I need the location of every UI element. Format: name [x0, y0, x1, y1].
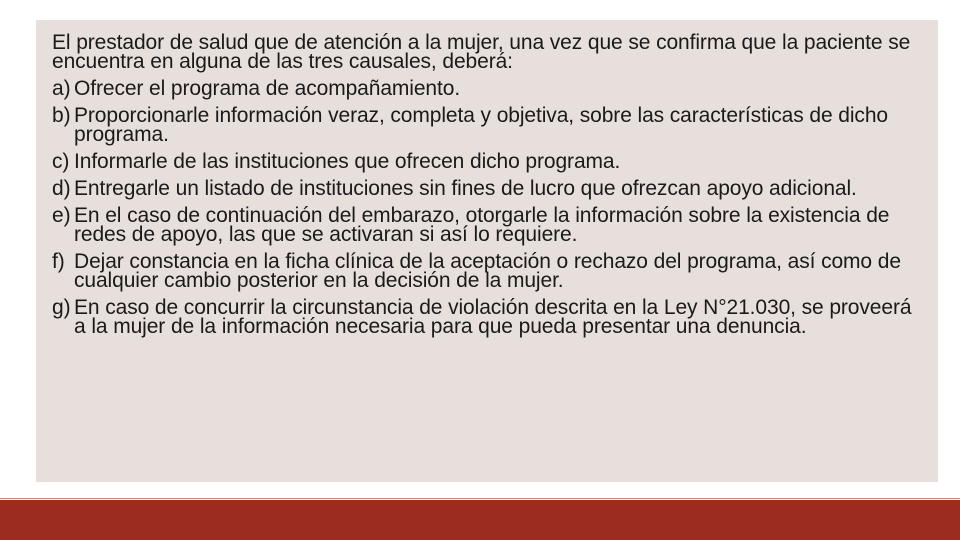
list-item-text: En caso de concurrir la circunstancia de violación descrita en la Ley N°21.030, se proveerá a la mujer de la información necesaria para que pueda presentar una denuncia.: [74, 296, 912, 338]
list-marker: a): [52, 77, 71, 100]
list-marker: e): [52, 204, 71, 227]
list-item-c: [52, 152, 918, 171]
list-item-text: Dejar constancia en la ficha clínica de la aceptación o rechazo del programa, así como de cualquier cambio posterior en la decisión de la mujer.: [74, 250, 901, 292]
list-item-e: [52, 206, 918, 244]
list-item-a: [52, 79, 918, 98]
list-item-b: [52, 106, 918, 144]
list-item-f: [52, 252, 918, 290]
list-marker: g): [52, 296, 71, 319]
footer-bar: [0, 500, 960, 540]
list-item-g: [52, 298, 918, 336]
list-item-text: Ofrecer el programa de acompañamiento.: [74, 77, 461, 100]
list-item-text: En el caso de continuación del embarazo, otorgarle la información sobre la existencia de redes de apoyo, las que se activaran si así lo requiere.: [74, 204, 890, 246]
content-box: [36, 20, 938, 482]
list-item-d: [52, 179, 918, 198]
list-marker: b): [52, 104, 71, 127]
list-item-text: Proporcionarle información veraz, completa y objetiva, sobre las características de dicho programa.: [74, 104, 888, 146]
list-item-text: Entregarle un listado de instituciones sin fines de lucro que ofrezcan apoyo adicional.: [74, 177, 857, 200]
list-item-text: Informarle de las instituciones que ofrecen dicho programa.: [74, 150, 621, 173]
list-marker: c): [52, 150, 70, 173]
intro-paragraph: El prestador de salud que de atención a la mujer, una vez que se confirma que la paciente se encuentra en alguna de las tres causales, deberá:: [52, 31, 911, 73]
list-marker: f): [52, 250, 65, 273]
footer-divider: [0, 498, 960, 499]
list-marker: d): [52, 177, 71, 200]
